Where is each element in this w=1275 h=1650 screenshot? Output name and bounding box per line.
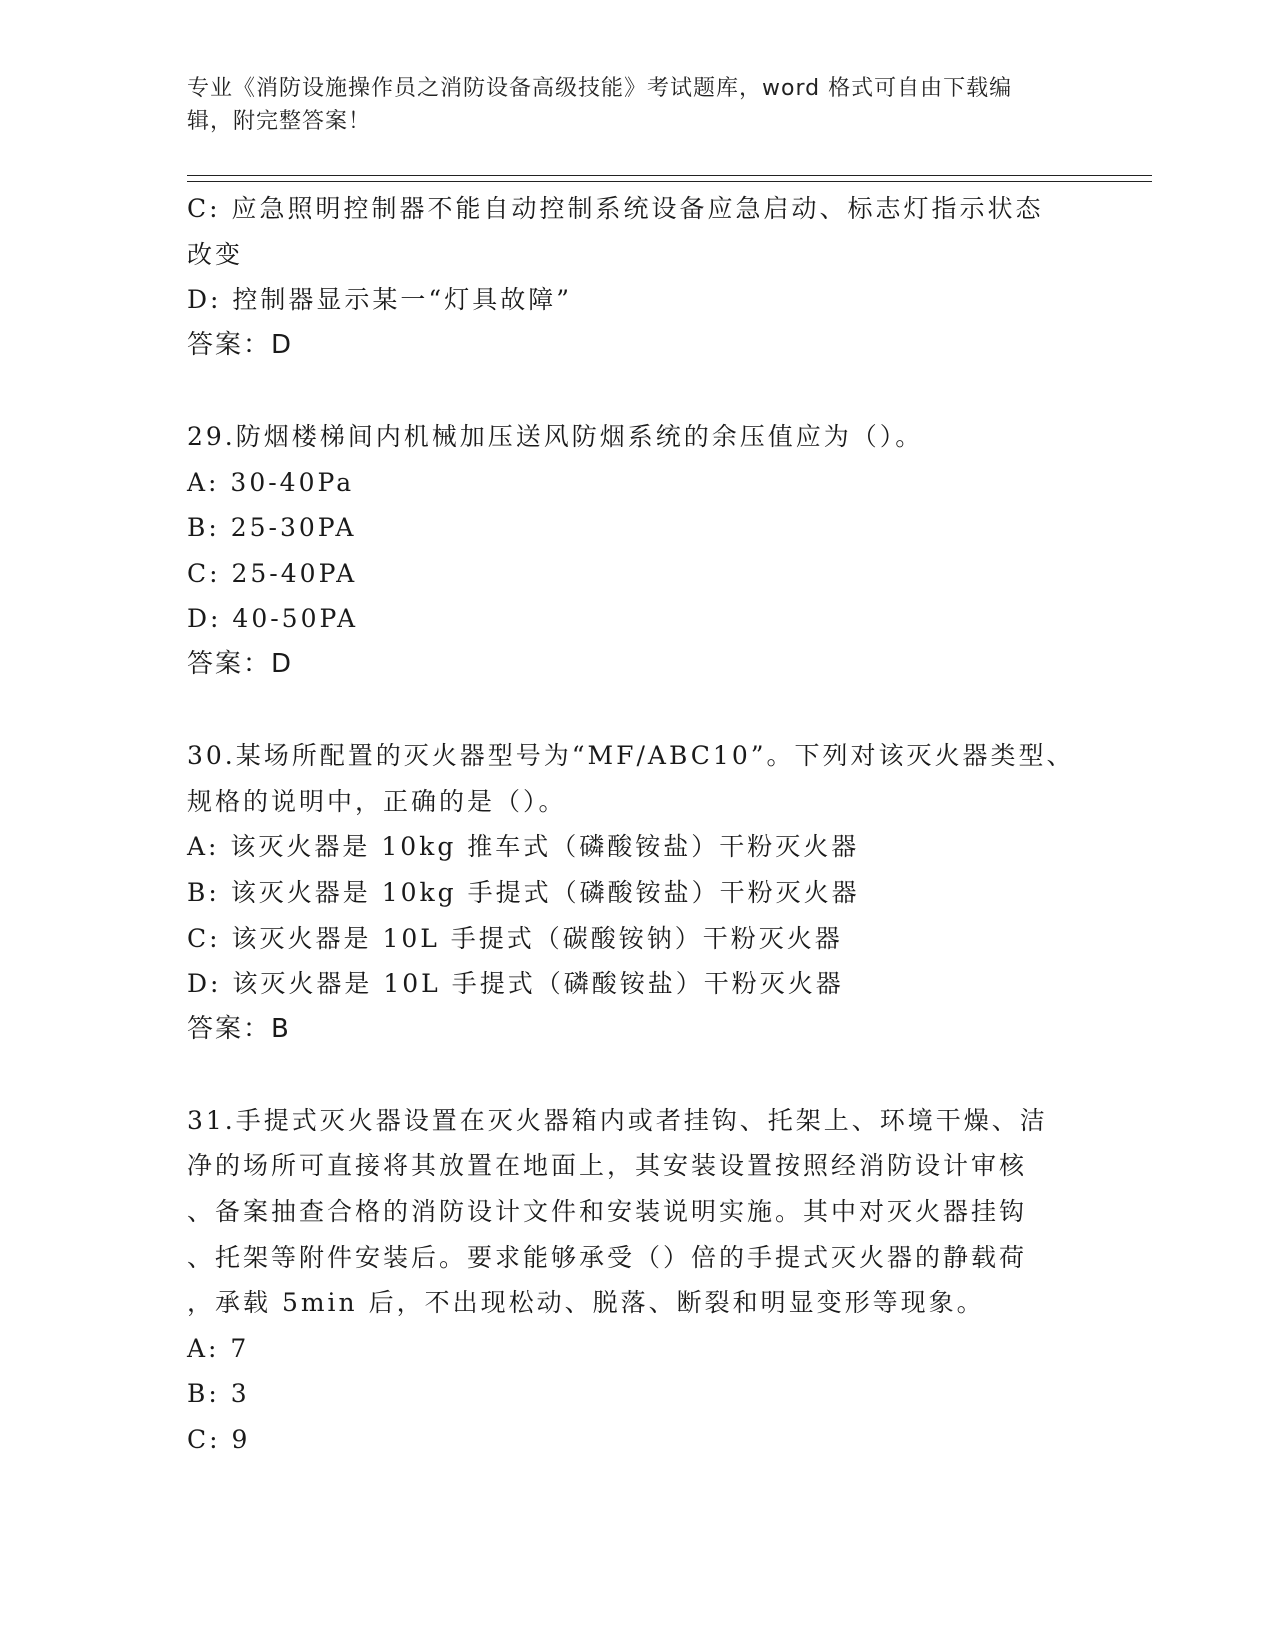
q31-option-b: B: 3 (187, 1379, 250, 1409)
q31-stem-line-4: 、托架等附件安装后。要求能够承受（）倍的手提式灭火器的静载荷 (187, 1242, 1028, 1272)
q29-stem: 29.防烟楼梯间内机械加压送风防烟系统的余压值应为（）。 (187, 421, 924, 451)
q31-stem-line-5: ，承载 5min 后，不出现松动、脱落、断裂和明显变形等现象。 (187, 1288, 985, 1318)
spacer (187, 688, 1087, 734)
q31-option-a: A: 7 (187, 1333, 250, 1363)
question-29 (187, 414, 1087, 688)
q30-stem-line-2: 规格的说明中，正确的是（）。 (187, 786, 567, 816)
question-list (187, 186, 1087, 1463)
q31-stem-line-3: 、备案抽查合格的消防设计文件和安装说明实施。其中对灭火器挂钩 (187, 1197, 1028, 1227)
header-line-2: 辑，附完整答案！ (187, 109, 372, 134)
q30-option-b: B: 该灭火器是 10kg 手提式（磷酸铵盐）干粉灭火器 (187, 877, 860, 907)
question-28-tail (187, 186, 1087, 368)
q29-option-d: D: 40-50PA (187, 604, 359, 634)
q31-stem-line-2: 净的场所可直接将其放置在地面上，其安装设置按照经消防设计审核 (187, 1151, 1028, 1181)
document-header (187, 72, 1067, 138)
spacer (187, 1052, 1087, 1098)
q30-stem-line-1: 30.某场所配置的灭火器型号为“MF/ABC10”。下列对该灭火器类型、 (187, 741, 1075, 771)
q30-option-d: D: 该灭火器是 10L 手提式（磷酸铵盐）干粉灭火器 (187, 969, 844, 999)
q28-option-c-line-2: 改变 (187, 239, 244, 269)
question-30 (187, 733, 1087, 1052)
spacer (187, 368, 1087, 414)
q28-answer: 答案：D (187, 329, 294, 360)
q29-option-a: A: 30-40Pa (187, 467, 355, 497)
header-divider-bottom (187, 181, 1152, 182)
q30-answer: 答案：B (187, 1013, 291, 1044)
q29-option-b: B: 25-30PA (187, 513, 357, 543)
q28-option-c-line-1: C: 应急照明控制器不能自动控制系统设备应急启动、标志灯指示状态 (187, 194, 1044, 223)
q31-stem-line-1: 31.手提式灭火器设置在灭火器箱内或者挂钩、托架上、环境干燥、洁 (187, 1105, 1048, 1135)
q30-option-c: C: 该灭火器是 10L 手提式（碳酸铵钠）干粉灭火器 (187, 923, 843, 953)
question-31 (187, 1098, 1087, 1463)
q28-option-d: D: 控制器显示某一“灯具故障” (187, 285, 572, 315)
q30-option-a: A: 该灭火器是 10kg 推车式（磷酸铵盐）干粉灭火器 (187, 832, 860, 862)
header-divider-top (187, 175, 1152, 176)
q29-answer: 答案：D (187, 648, 294, 679)
q31-option-c: C: 9 (187, 1425, 251, 1455)
q29-option-c: C: 25-40PA (187, 558, 358, 588)
header-line-1: 专业《消防设施操作员之消防设备高级技能》考试题库，word 格式可自由下载编 (187, 76, 1013, 101)
